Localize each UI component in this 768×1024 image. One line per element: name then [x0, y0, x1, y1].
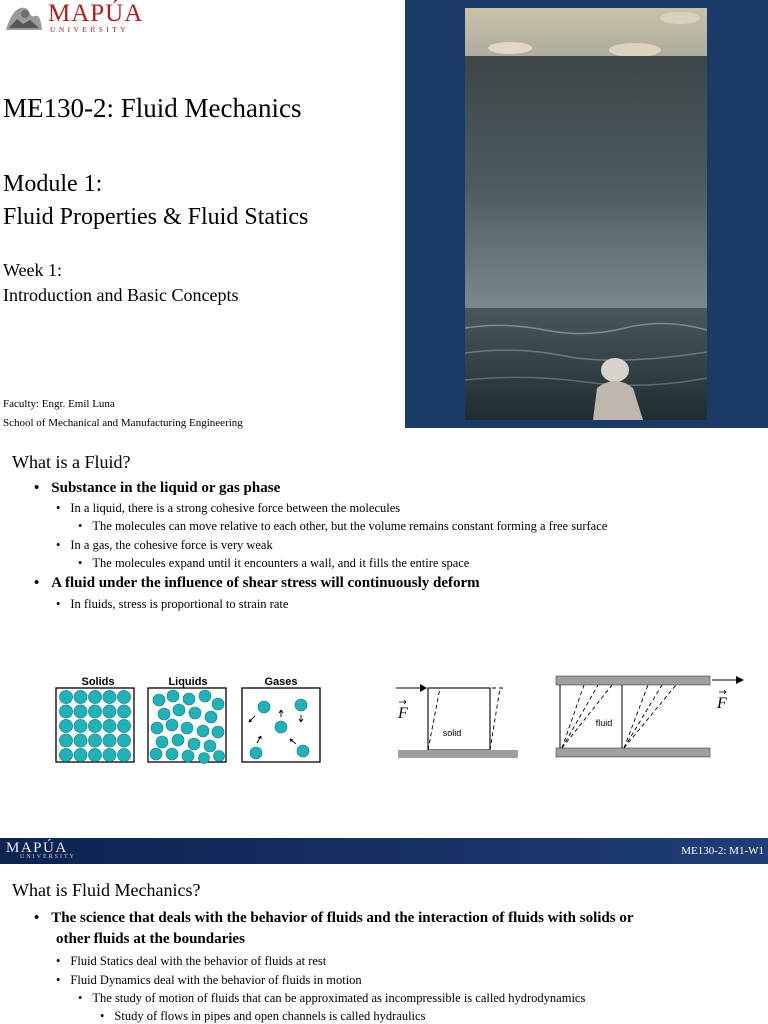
bullet-item: • A fluid under the influence of shear stress will continuously deform — [34, 575, 480, 591]
solid-molecule — [117, 705, 130, 718]
fixed-plate — [556, 748, 710, 757]
solid-molecule — [88, 705, 101, 718]
gases-label: Gases — [264, 676, 298, 688]
bullet-item: • Substance in the liquid or gas phase — [34, 480, 281, 496]
fluid-mechanics-slide — [0, 868, 768, 1024]
seal-icon — [3, 2, 45, 34]
solid-molecule — [103, 690, 116, 703]
solid-molecule — [74, 734, 87, 747]
moving-plate — [556, 676, 710, 685]
force-label-fluid: F — [717, 695, 727, 712]
bullet-item: • The molecules expand until it encounters a wall, and it fills the entire space — [78, 556, 470, 570]
school-name: School of Mechanical and Manufacturing Engineering — [3, 417, 243, 429]
solid-molecule — [59, 705, 72, 718]
solid-molecule — [103, 705, 116, 718]
fluid-shear-diagram — [552, 668, 762, 766]
solid-label: solid — [442, 728, 462, 738]
solid-molecule — [88, 748, 101, 761]
faculty-name: Faculty: Engr. Emil Luna — [3, 398, 115, 410]
fluid-label: fluid — [595, 718, 613, 728]
logo-wordmark: MAPÚA — [48, 0, 144, 27]
force-arrow-icon — [736, 676, 744, 684]
solid-molecule — [59, 690, 72, 703]
course-title: ME130-2: Fluid Mechanics — [3, 93, 302, 123]
bullet-item: • The science that deals with the behavior of fluids and the interaction of fluids with solids or — [34, 910, 634, 926]
liquids-label: Liquids — [168, 676, 208, 688]
solid-molecule — [74, 690, 87, 703]
solid-molecule — [117, 690, 130, 703]
solid-molecule — [88, 734, 101, 747]
slide-heading: What is Fluid Mechanics? — [12, 880, 201, 900]
solid-molecule — [103, 719, 116, 732]
wave-image — [465, 8, 707, 420]
solid-molecule — [88, 690, 101, 703]
ocean-wave-photo — [405, 0, 768, 428]
bullet-item: • Fluid Statics deal with the behavior of fluids at rest — [56, 954, 327, 968]
solid-molecule — [117, 748, 130, 761]
solid-molecule — [59, 748, 72, 761]
bullet-item: • The study of motion of fluids that can be approximated as incompressible is called hydrodynamics — [78, 991, 586, 1005]
bullet-item: • In a gas, the cohesive force is very weak — [56, 538, 273, 552]
solid-molecules — [59, 690, 130, 761]
university-logo — [3, 2, 143, 34]
solid-molecule — [103, 748, 116, 761]
week-title — [3, 258, 238, 308]
bullet-item: • Study of flows in pipes and open channels is called hydraulics — [100, 1009, 426, 1023]
bullet-item: • Fluid Dynamics deal with the behavior of fluids in motion — [56, 973, 362, 987]
bullet-item: • In a liquid, there is a strong cohesive force between the molecules — [56, 501, 401, 515]
logo-subtitle: UNIVERSITY — [50, 25, 129, 34]
solid-molecule — [88, 719, 101, 732]
slide-footer-bar — [0, 838, 768, 864]
fluid-definition-slide — [0, 446, 768, 838]
solid-molecule — [117, 719, 130, 732]
solid-molecule — [59, 734, 72, 747]
bullet-item: • The molecules can move relative to each other, but the volume remains constant forming a free surface — [78, 519, 608, 533]
solid-block — [428, 688, 490, 750]
force-label: F — [398, 705, 408, 722]
footer-logo: MAPÚA — [6, 840, 68, 856]
solid-molecule — [59, 719, 72, 732]
solid-molecule — [74, 748, 87, 761]
module-title — [3, 168, 308, 234]
solids-label: Solids — [81, 676, 115, 688]
solid-molecule — [117, 734, 130, 747]
week-line-2: Introduction and Basic Concepts — [3, 285, 239, 305]
module-line-2: Fluid Properties & Fluid Statics — [3, 204, 309, 230]
bullet-item-continuation: other fluids at the boundaries — [56, 931, 245, 947]
title-slide — [0, 0, 768, 430]
bullet-item: • In fluids, stress is proportional to strain rate — [56, 597, 289, 611]
solid-molecule — [74, 719, 87, 732]
solid-shear-diagram — [392, 678, 522, 762]
solid-molecule — [74, 705, 87, 718]
week-line-1: Week 1: — [3, 260, 63, 280]
footer-logo-subtitle: UNIVERSITY — [20, 854, 76, 860]
solid-molecule — [103, 734, 116, 747]
faculty-info — [3, 395, 243, 430]
slide-heading: What is a Fluid? — [12, 452, 131, 472]
states-of-matter-diagram — [48, 670, 328, 764]
fixed-ground — [398, 750, 518, 758]
module-line-1: Module 1: — [3, 171, 103, 197]
slide-code: ME130-2: M1-W1 — [681, 845, 764, 857]
